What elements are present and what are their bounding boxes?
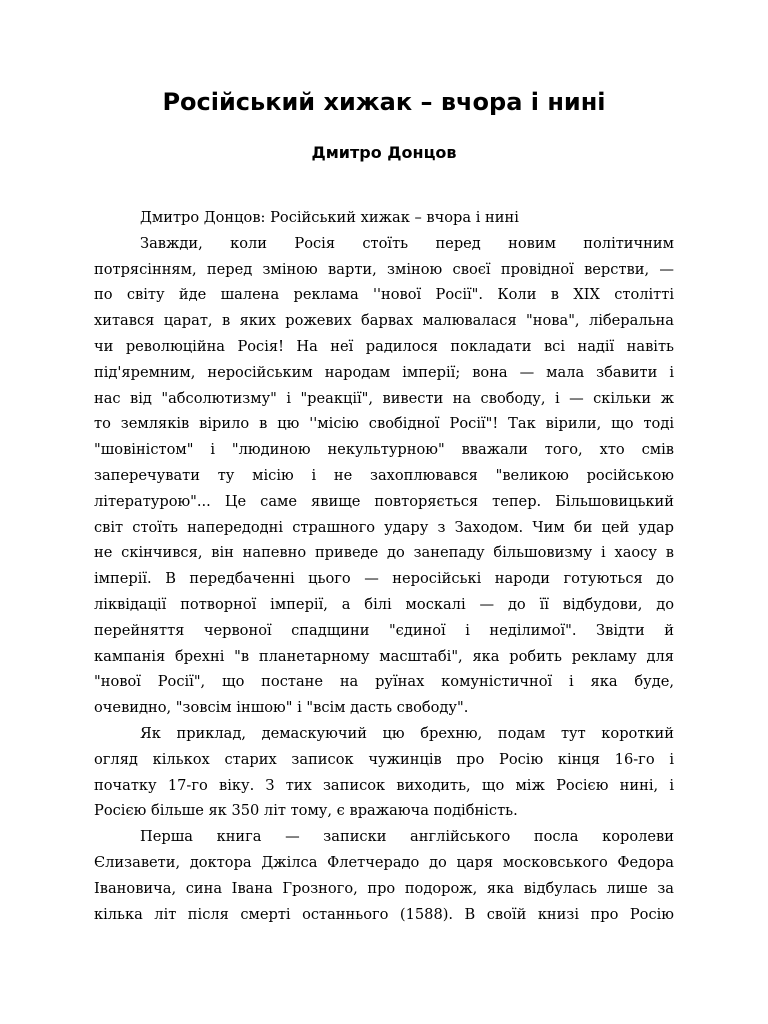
text-line: літературою"... Це саме явище повторяється тепер. Більшовицький [94, 492, 674, 510]
text-line: Івановича, сина Івана Грозного, про подорож, яка відбулась лише за [94, 879, 674, 897]
text-line: перейняття червоної спадщини "єдиної і неділимої". Звідти й [94, 621, 674, 639]
text-line: Як приклад, демаскуючий цю брехню, подам тут короткий [140, 724, 674, 742]
text-line: не скінчився, він напевно приведе до занепаду більшовизму і хаосу в [94, 544, 674, 562]
text-line: заперечувати ту місію і не захоплювався "великою російською [94, 466, 674, 484]
text-line: кілька літ після смерті останнього (1588). В своїй книзі про Росію [94, 905, 674, 923]
text-line: чи революційна Росія! На неї радилося покладати всі надії навіть [94, 337, 674, 355]
text-line: ліквідації потворної імперії, а білі москалі — до її відбудови, до [94, 595, 674, 613]
text-line: "нової Росії", що постане на руїнах комуністичної і яка буде, [94, 673, 674, 691]
text-line: імперії. В передбаченні цього — неросійські народи готуються до [94, 570, 674, 588]
text-line: очевидно, "зовсім іншою" і "всім дасть свободу". [94, 699, 469, 717]
text-line: кампанія брехні "в планетарному масштабі", яка робить рекламу для [94, 647, 674, 665]
text-line: огляд кількох старих записок чужинців про Росію кінця 16-го і [94, 750, 674, 768]
text-line: Завжди, коли Росія стоїть перед новим політичним [140, 234, 674, 252]
text-line: по світу йде шалена реклама ''нової Росії". Коли в XIX столітті [94, 286, 674, 304]
document-body [94, 205, 674, 927]
text-line: Дмитро Донцов: Російський хижак – вчора і нині [140, 209, 519, 226]
text-line: Перша книга — записки англійського посла королеви [140, 828, 674, 846]
document-author: Дмитро Донцов [311, 143, 457, 162]
text-line: початку 17-го віку. З тих записок виходить, що між Росією нині, і [94, 776, 674, 794]
text-line: "шовіністом" і "людиною некультурною" вважали того, хто смів [94, 441, 674, 459]
text-line: Єлизавети, доктора Джілса Флетчерадо до царя московського Федора [94, 853, 674, 871]
text-line: світ стоїть напередодні страшного удару з Заходом. Чим би цей удар [94, 518, 674, 536]
text-line: то земляків вірило в цю ''місію свобідної Росії"! Так вірили, що тоді [94, 415, 674, 433]
text-line: потрясінням, перед зміною варти, зміною своєї провідної верстви, — [94, 260, 674, 278]
text-line: хитався царат, в яких рожевих барвах малювалася "нова", ліберальна [94, 312, 674, 330]
text-line: нас від "абсолютизму" і "реакції", вивести на свободу, і — скільки ж [94, 389, 674, 407]
text-line: Росією більше як 350 літ тому, є вражаюча подібність. [94, 802, 518, 820]
text-line: під'яремним, неросійським народам імперії; вона — мала збавити і [94, 363, 674, 381]
document-title: Російський хижак – вчора і нині [162, 88, 606, 116]
